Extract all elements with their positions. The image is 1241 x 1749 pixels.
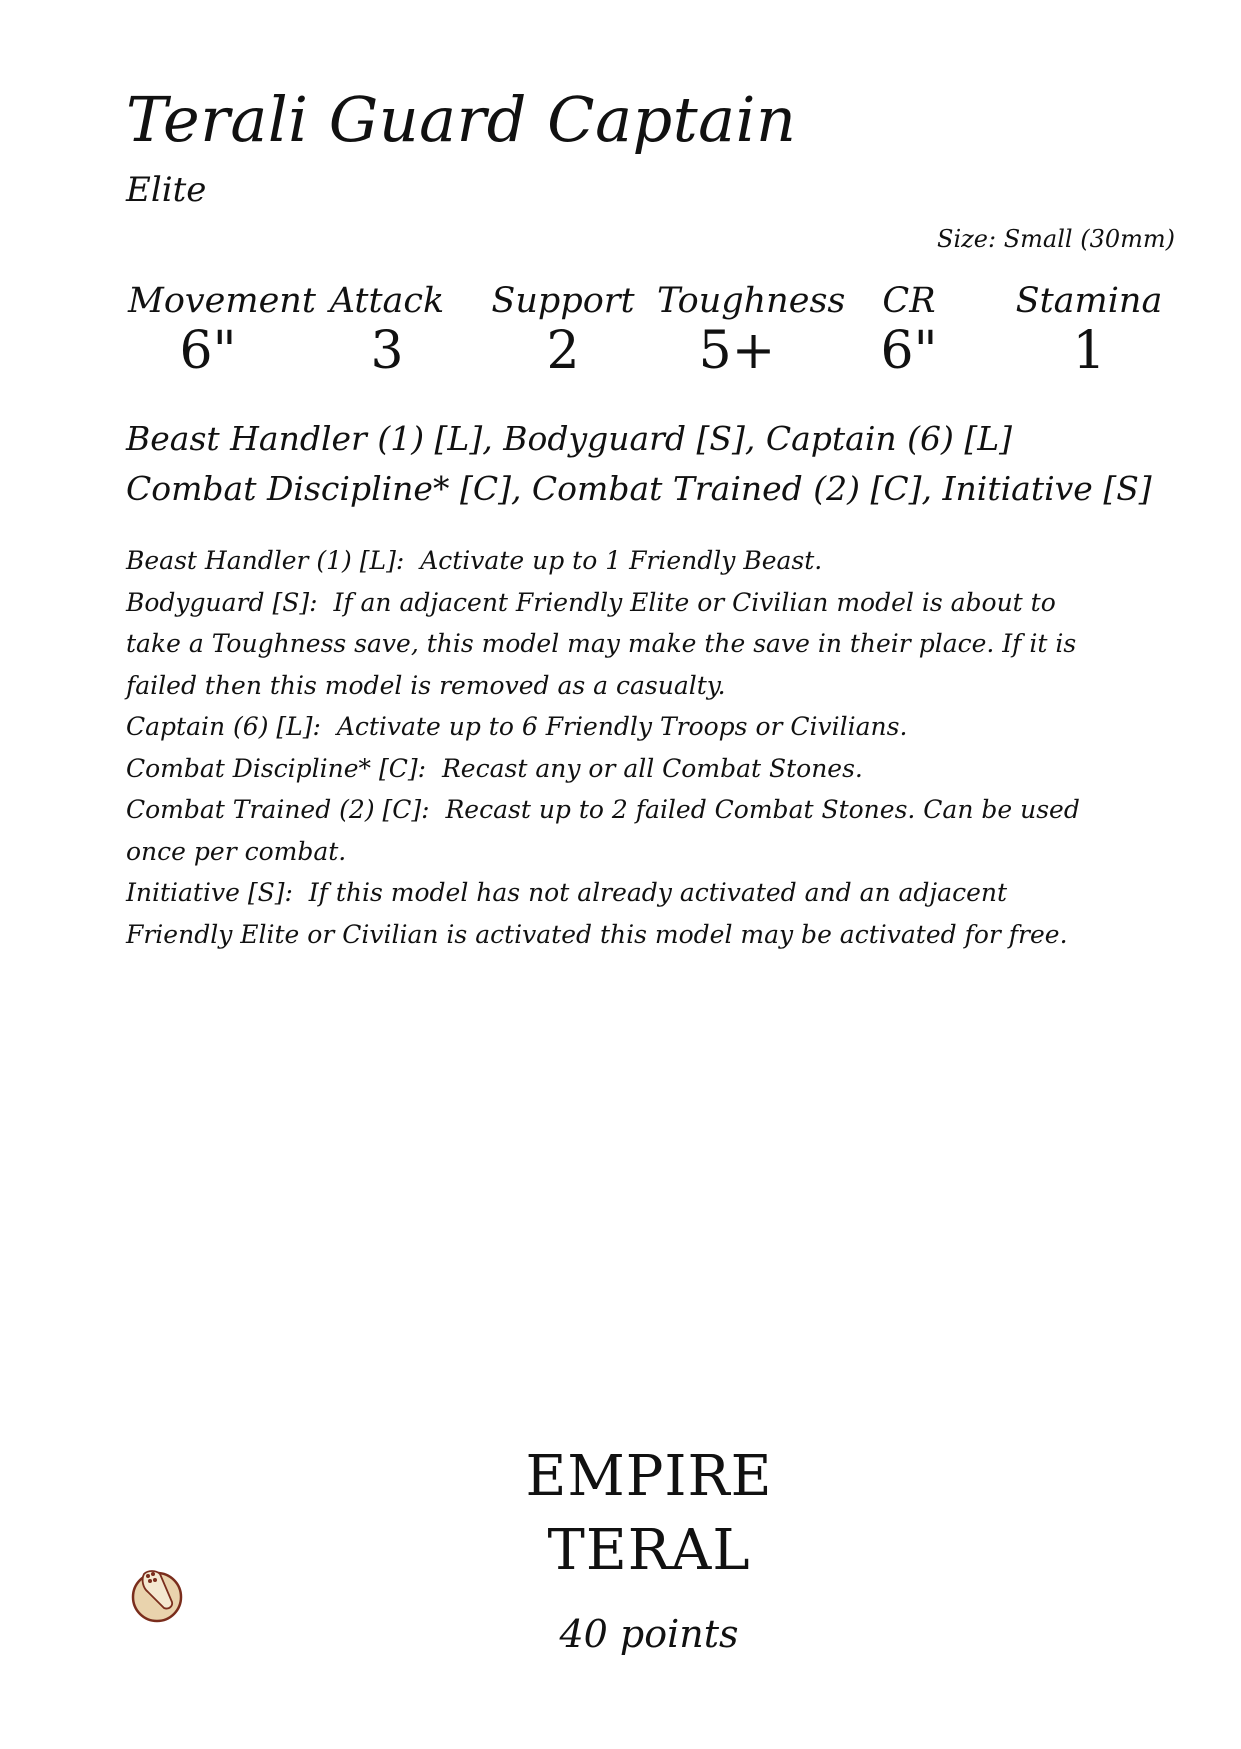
ability-bodyguard (126, 582, 1086, 707)
ability-name: Combat Trained (2) [C]: (126, 795, 430, 824)
stat-stamina (1009, 280, 1169, 382)
stat-value: 6" (179, 321, 237, 381)
ability-name: Combat Discipline* [C]: (126, 753, 427, 783)
stat-label: Support (491, 281, 635, 321)
faction-line: TERAL (547, 1518, 751, 1583)
ability-text: If this model has not already activated and an adjacent Friendly Elite or Civilian is activated this model may be activated for free. (126, 878, 1068, 949)
unit-size: Size: Small (30mm) (937, 225, 1175, 253)
keyword-line: Combat Discipline* [C], Combat Trained (2) [C], Initiative [S] (126, 469, 1152, 508)
ability-combat-discipline (126, 748, 1086, 790)
ability-name: Beast Handler (1) [L]: (126, 546, 405, 575)
stat-support (483, 280, 643, 382)
ability-text: Recast any or all Combat Stones. (441, 753, 863, 783)
ability-captain (126, 706, 1086, 748)
stat-value: 3 (370, 321, 404, 381)
ability-name: Captain (6) [L]: (126, 712, 321, 741)
stat-label: Stamina (1015, 281, 1163, 321)
stat-label: Movement (128, 281, 316, 321)
stat-label: Attack (329, 281, 445, 321)
points-cost: 40 points (559, 1612, 739, 1656)
ability-list (126, 540, 1086, 955)
stat-value: 2 (546, 321, 580, 381)
ability-text: Recast up to 2 failed Combat Stones. Can be used once per combat. (126, 795, 1080, 866)
ability-text: Activate up to 1 Friendly Beast. (420, 546, 823, 575)
ability-text: If an adjacent Friendly Elite or Civilian model is about to take a Toughness save, this model may make the save in their place. If it is failed then this model is removed as a casualty. (126, 587, 1077, 700)
stat-toughness (657, 280, 846, 382)
stat-cr (829, 280, 989, 382)
stat-label: CR (882, 281, 936, 321)
stat-attack (307, 280, 467, 382)
ability-name: Bodyguard [S]: (126, 587, 318, 617)
stat-block (126, 280, 1163, 390)
ability-name: Initiative [S]: (126, 878, 293, 907)
keyword-line: Beast Handler (1) [L], Bodyguard [S], Captain (6) [L] (126, 419, 1013, 458)
ability-beast-handler (126, 540, 1086, 582)
unit-category: Elite (126, 170, 207, 210)
stat-value: 6" (880, 321, 938, 381)
ability-combat-trained (126, 789, 1086, 872)
ability-text: Activate up to 6 Friendly Troops or Civilians. (336, 712, 908, 741)
footer (0, 1440, 1241, 1658)
keyword-list (126, 414, 1152, 514)
stat-value: 5+ (698, 321, 776, 381)
stat-value: 1 (1072, 321, 1106, 381)
ability-initiative (126, 872, 1086, 955)
stat-label: Toughness (657, 281, 846, 321)
stat-movement (128, 280, 316, 382)
faction-line: EMPIRE (525, 1444, 773, 1509)
unit-title: Terali Guard Captain (126, 83, 797, 156)
